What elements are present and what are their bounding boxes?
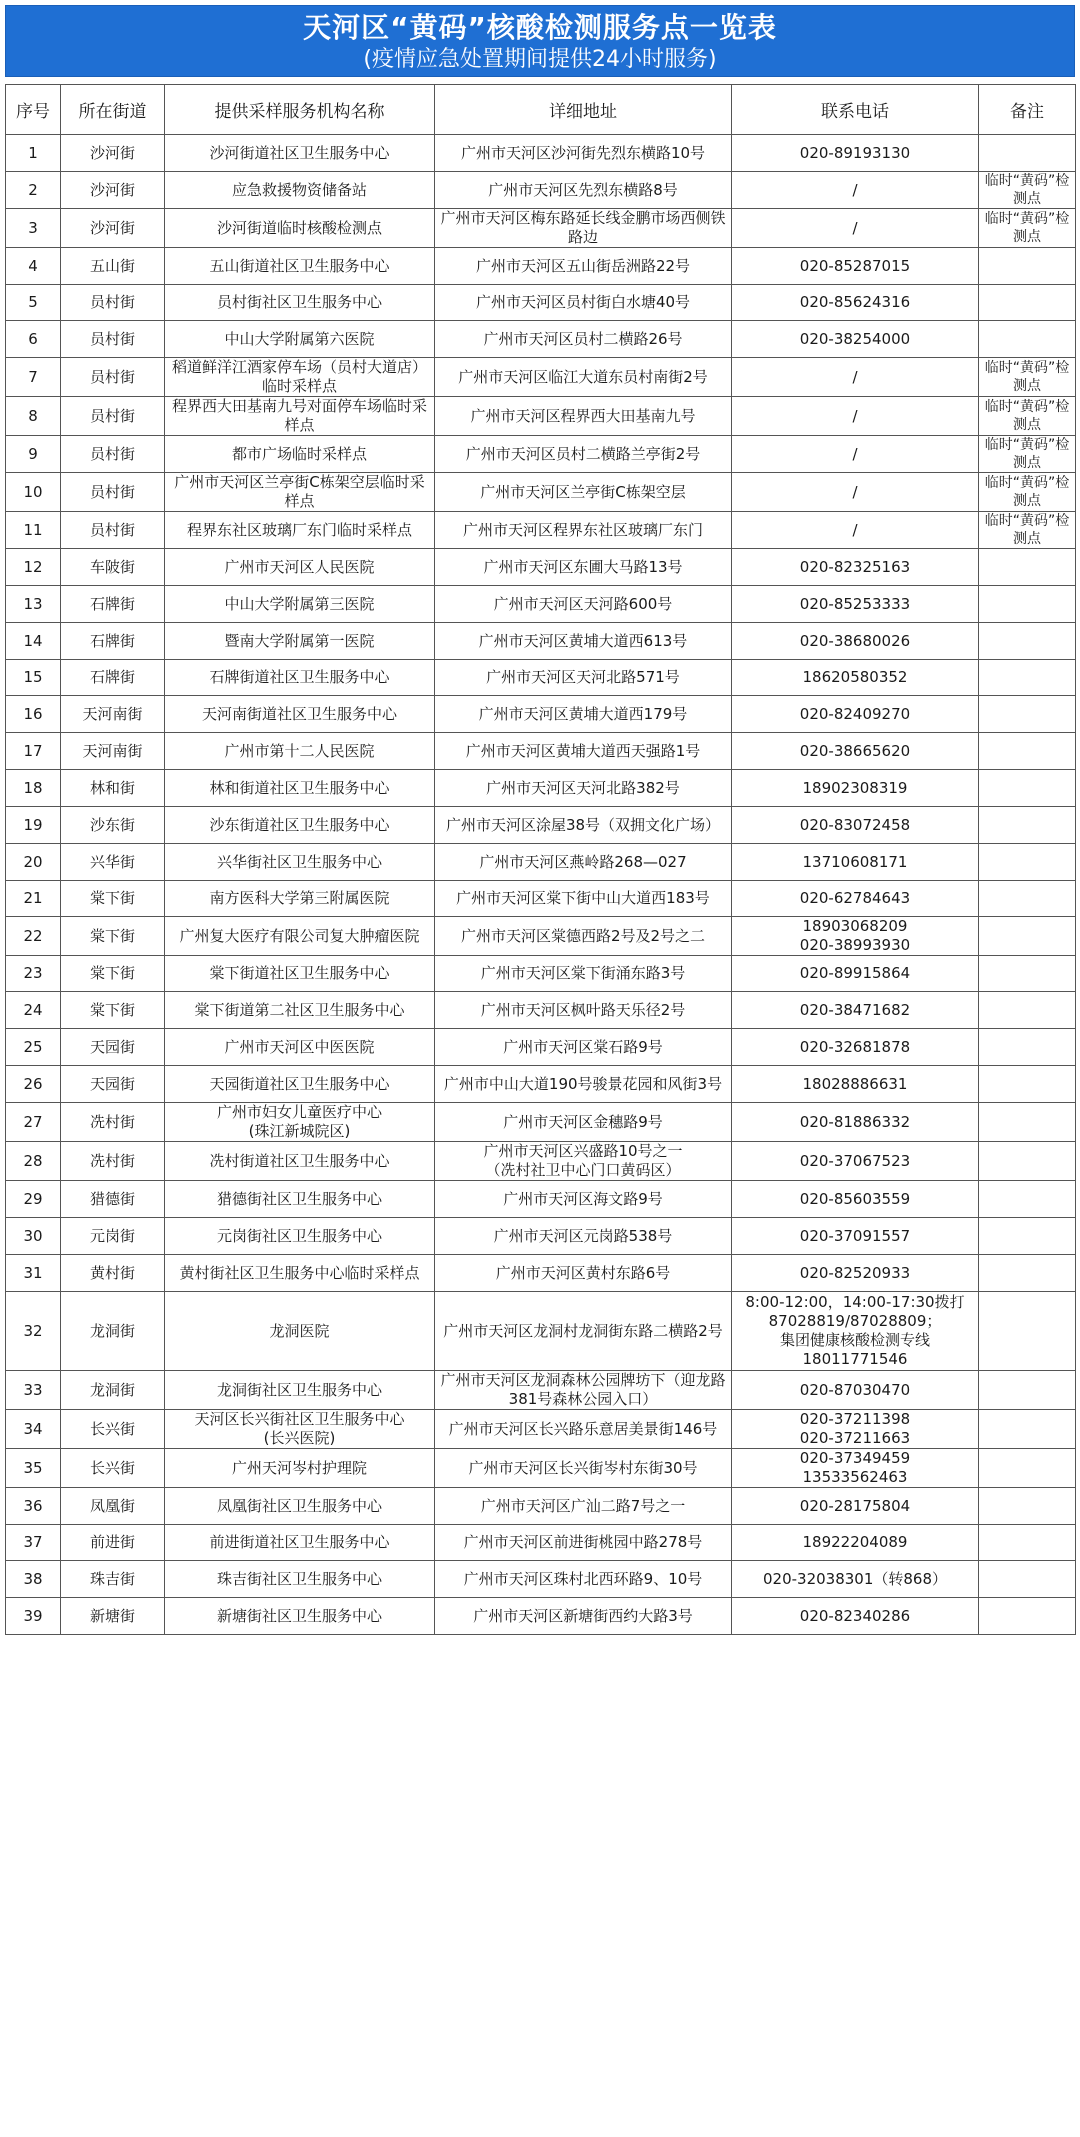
cell-street: 黄村街 [61,1255,165,1292]
table-row [6,1255,1076,1292]
cell-phone: 020-85624316 [732,285,979,321]
table-header-row [6,85,1076,135]
cell-address: 广州市天河区天河路600号 [435,586,732,623]
cell-address: 广州市中山大道190号骏景花园和风街3号 [435,1066,732,1103]
cell-address: 广州市天河区员村二横路兰亭街2号 [435,436,732,473]
table-row [6,321,1076,358]
cell-no: 9 [6,436,61,473]
cell-address: 广州市天河区龙洞村龙洞街东路二横路2号 [435,1292,732,1371]
cell-no: 3 [6,209,61,248]
cell-no: 17 [6,733,61,770]
cell-address: 广州市天河区兰亭街C栋架空层 [435,473,732,512]
table-row [6,660,1076,696]
cell-street: 员村街 [61,321,165,358]
column-header-address: 详细地址 [435,85,732,135]
cell-institution: 天河南街道社区卫生服务中心 [165,696,435,733]
cell-institution: 应急救援物资储备站 [165,172,435,209]
cell-note [979,660,1076,696]
cell-address: 广州市天河区沙河街先烈东横路10号 [435,135,732,172]
cell-phone: 020-28175804 [732,1488,979,1525]
cell-institution: 都市广场临时采样点 [165,436,435,473]
cell-phone: 020-32038301（转868） [732,1561,979,1598]
cell-no: 37 [6,1525,61,1561]
cell-note [979,285,1076,321]
cell-note [979,807,1076,844]
cell-note [979,1103,1076,1142]
cell-address: 广州市天河区新塘街西约大路3号 [435,1598,732,1635]
cell-institution: 林和街道社区卫生服务中心 [165,770,435,807]
cell-institution: 程界东社区玻璃厂东门临时采样点 [165,512,435,549]
cell-phone: / [732,473,979,512]
cell-no: 32 [6,1292,61,1371]
cell-note [979,992,1076,1029]
cell-address: 广州市天河区长兴路乐意居美景街146号 [435,1410,732,1449]
cell-street: 员村街 [61,512,165,549]
table-row [6,209,1076,248]
cell-address: 广州市天河区棠德西路2号及2号之二 [435,917,732,956]
table-row [6,1525,1076,1561]
cell-no: 21 [6,881,61,917]
cell-institution: 广州市第十二人民医院 [165,733,435,770]
cell-no: 30 [6,1218,61,1255]
cell-address: 广州市天河区临江大道东员村南街2号 [435,358,732,397]
cell-address: 广州市天河区员村街白水塘40号 [435,285,732,321]
table-row [6,586,1076,623]
cell-institution: 棠下街道第二社区卫生服务中心 [165,992,435,1029]
cell-note [979,1066,1076,1103]
table-row [6,844,1076,881]
cell-institution: 天园街道社区卫生服务中心 [165,1066,435,1103]
cell-institution: 员村街社区卫生服务中心 [165,285,435,321]
cell-phone: 020-37349459 13533562463 [732,1449,979,1488]
cell-address: 广州市天河区棠石路9号 [435,1029,732,1066]
column-header-note: 备注 [979,85,1076,135]
cell-phone: 020-82409270 [732,696,979,733]
cell-phone: 020-89193130 [732,135,979,172]
cell-phone: 020-83072458 [732,807,979,844]
table-row [6,1103,1076,1142]
cell-street: 天园街 [61,1029,165,1066]
table-row [6,917,1076,956]
cell-no: 12 [6,549,61,586]
cell-institution: 前进街道社区卫生服务中心 [165,1525,435,1561]
cell-street: 沙东街 [61,807,165,844]
cell-no: 18 [6,770,61,807]
table-row [6,1371,1076,1410]
table-row [6,549,1076,586]
cell-note: 临时“黄码”检测点 [979,512,1076,549]
page-subtitle: (疫情应急处置期间提供24小时服务) [363,47,717,72]
table-row [6,1561,1076,1598]
cell-institution: 沙河街道社区卫生服务中心 [165,135,435,172]
cell-address: 广州市天河区程界西大田基南九号 [435,397,732,436]
table-row [6,1410,1076,1449]
cell-note: 临时“黄码”检测点 [979,436,1076,473]
cell-institution: 广州市天河区中医医院 [165,1029,435,1066]
cell-no: 20 [6,844,61,881]
cell-institution: 龙洞医院 [165,1292,435,1371]
cell-address: 广州市天河区燕岭路268—027 [435,844,732,881]
cell-note [979,1142,1076,1181]
cell-institution: 程界西大田基南九号对面停车场临时采样点 [165,397,435,436]
table-row [6,733,1076,770]
cell-no: 23 [6,956,61,992]
cell-phone: 020-37091557 [732,1218,979,1255]
cell-no: 34 [6,1410,61,1449]
column-header-no: 序号 [6,85,61,135]
cell-institution: 龙洞街社区卫生服务中心 [165,1371,435,1410]
cell-institution: 兴华街社区卫生服务中心 [165,844,435,881]
cell-institution: 广州天河岑村护理院 [165,1449,435,1488]
cell-note [979,135,1076,172]
cell-institution: 中山大学附属第三医院 [165,586,435,623]
cell-street: 员村街 [61,473,165,512]
cell-no: 36 [6,1488,61,1525]
cell-street: 五山街 [61,248,165,285]
cell-street: 龙洞街 [61,1371,165,1410]
cell-street: 长兴街 [61,1449,165,1488]
cell-no: 15 [6,660,61,696]
cell-no: 26 [6,1066,61,1103]
service-points-table [5,84,1076,1635]
cell-no: 4 [6,248,61,285]
page-title: 天河区“黄码”核酸检测服务点一览表 [303,11,777,44]
table-row [6,1292,1076,1371]
cell-phone: 020-81886332 [732,1103,979,1142]
cell-note [979,770,1076,807]
table-body [6,135,1076,1635]
cell-institution: 天河区长兴街社区卫生服务中心 (长兴医院) [165,1410,435,1449]
cell-note [979,844,1076,881]
table-row [6,135,1076,172]
cell-note [979,956,1076,992]
cell-address: 广州市天河区员村二横路26号 [435,321,732,358]
cell-no: 22 [6,917,61,956]
cell-street: 棠下街 [61,881,165,917]
cell-note [979,586,1076,623]
cell-street: 前进街 [61,1525,165,1561]
cell-street: 棠下街 [61,992,165,1029]
table-row [6,881,1076,917]
cell-address: 广州市天河区东圃大马路13号 [435,549,732,586]
cell-no: 6 [6,321,61,358]
cell-note [979,1449,1076,1488]
cell-phone: / [732,172,979,209]
cell-no: 27 [6,1103,61,1142]
cell-institution: 南方医科大学第三附属医院 [165,881,435,917]
cell-street: 沙河街 [61,135,165,172]
cell-street: 员村街 [61,436,165,473]
cell-institution: 广州市妇女儿童医疗中心 (珠江新城院区) [165,1103,435,1142]
cell-address: 广州市天河区天河北路571号 [435,660,732,696]
cell-no: 11 [6,512,61,549]
cell-street: 元岗街 [61,1218,165,1255]
table-row [6,436,1076,473]
cell-institution: 元岗街社区卫生服务中心 [165,1218,435,1255]
cell-street: 龙洞街 [61,1292,165,1371]
cell-street: 冼村街 [61,1103,165,1142]
cell-street: 凤凰街 [61,1488,165,1525]
cell-phone: 020-37067523 [732,1142,979,1181]
cell-note [979,1561,1076,1598]
cell-phone: 020-87030470 [732,1371,979,1410]
cell-street: 棠下街 [61,917,165,956]
cell-phone: 18620580352 [732,660,979,696]
cell-note: 临时“黄码”检测点 [979,172,1076,209]
cell-institution: 广州市天河区兰亭街C栋架空层临时采样点 [165,473,435,512]
cell-no: 13 [6,586,61,623]
cell-address: 广州市天河区枫叶路天乐径2号 [435,992,732,1029]
cell-address: 广州市天河区前进街桃园中路278号 [435,1525,732,1561]
cell-phone: / [732,512,979,549]
cell-phone: / [732,436,979,473]
cell-no: 24 [6,992,61,1029]
cell-note: 临时“黄码”检测点 [979,397,1076,436]
table-row [6,473,1076,512]
cell-street: 棠下街 [61,956,165,992]
cell-note [979,623,1076,660]
cell-institution: 沙东街道社区卫生服务中心 [165,807,435,844]
cell-institution: 棠下街道社区卫生服务中心 [165,956,435,992]
cell-note [979,1181,1076,1218]
cell-note: 临时“黄码”检测点 [979,473,1076,512]
cell-institution: 凤凰街社区卫生服务中心 [165,1488,435,1525]
table-row [6,248,1076,285]
table-row [6,1029,1076,1066]
cell-street: 天河南街 [61,733,165,770]
cell-street: 石牌街 [61,623,165,660]
cell-note [979,1488,1076,1525]
table-row [6,1488,1076,1525]
cell-address: 广州市天河区程界东社区玻璃厂东门 [435,512,732,549]
cell-no: 38 [6,1561,61,1598]
cell-no: 10 [6,473,61,512]
cell-phone: 020-38680026 [732,623,979,660]
cell-street: 冼村街 [61,1142,165,1181]
cell-address: 广州市天河区棠下街涌东路3号 [435,956,732,992]
cell-phone: 020-38665620 [732,733,979,770]
cell-address: 广州市天河区涂屋38号（双拥文化广场） [435,807,732,844]
cell-institution: 猎德街社区卫生服务中心 [165,1181,435,1218]
cell-institution: 广州复大医疗有限公司复大肿瘤医院 [165,917,435,956]
title-banner [5,5,1075,77]
cell-street: 长兴街 [61,1410,165,1449]
cell-street: 员村街 [61,358,165,397]
cell-phone: 8:00-12:00，14:00-17:30拨打87028819/87028809； 集团健康核酸检测专线 18011771546 [732,1292,979,1371]
cell-address: 广州市天河区广汕二路7号之一 [435,1488,732,1525]
cell-note [979,917,1076,956]
cell-phone: 18028886631 [732,1066,979,1103]
table-row [6,1142,1076,1181]
cell-street: 珠吉街 [61,1561,165,1598]
cell-address: 广州市天河区棠下街中山大道西183号 [435,881,732,917]
cell-phone: 020-38254000 [732,321,979,358]
cell-no: 39 [6,1598,61,1635]
cell-phone: / [732,397,979,436]
cell-no: 31 [6,1255,61,1292]
table-row [6,285,1076,321]
cell-institution: 珠吉街社区卫生服务中心 [165,1561,435,1598]
cell-phone: 020-89915864 [732,956,979,992]
cell-note [979,733,1076,770]
cell-no: 25 [6,1029,61,1066]
cell-phone: / [732,358,979,397]
cell-address: 广州市天河区天河北路382号 [435,770,732,807]
cell-address: 广州市天河区五山街岳洲路22号 [435,248,732,285]
cell-no: 29 [6,1181,61,1218]
cell-street: 沙河街 [61,172,165,209]
cell-address: 广州市天河区黄埔大道西613号 [435,623,732,660]
table-row [6,696,1076,733]
table-row [6,992,1076,1029]
cell-street: 猎德街 [61,1181,165,1218]
table-row [6,1449,1076,1488]
table-row [6,358,1076,397]
cell-note [979,1410,1076,1449]
cell-phone: / [732,209,979,248]
table-row [6,1218,1076,1255]
cell-institution: 黄村街社区卫生服务中心临时采样点 [165,1255,435,1292]
table-row [6,807,1076,844]
cell-phone: 13710608171 [732,844,979,881]
cell-phone: 020-82340286 [732,1598,979,1635]
cell-street: 天园街 [61,1066,165,1103]
cell-phone: 020-62784643 [732,881,979,917]
cell-address: 广州市天河区金穗路9号 [435,1103,732,1142]
cell-note [979,321,1076,358]
cell-no: 19 [6,807,61,844]
cell-street: 新塘街 [61,1598,165,1635]
cell-note [979,248,1076,285]
cell-no: 2 [6,172,61,209]
cell-address: 广州市天河区龙洞森林公园牌坊下（迎龙路381号森林公园入口） [435,1371,732,1410]
cell-no: 8 [6,397,61,436]
table-row [6,512,1076,549]
cell-address: 广州市天河区黄村东路6号 [435,1255,732,1292]
cell-street: 沙河街 [61,209,165,248]
cell-note [979,1525,1076,1561]
column-header-institution: 提供采样服务机构名称 [165,85,435,135]
cell-note [979,1292,1076,1371]
cell-address: 广州市天河区梅东路延长线金鹏市场西侧铁路边 [435,209,732,248]
cell-street: 林和街 [61,770,165,807]
table-row [6,956,1076,992]
cell-note [979,1218,1076,1255]
cell-institution: 中山大学附属第六医院 [165,321,435,358]
cell-no: 1 [6,135,61,172]
cell-institution: 沙河街道临时核酸检测点 [165,209,435,248]
table-row [6,172,1076,209]
cell-no: 28 [6,1142,61,1181]
table-row [6,1181,1076,1218]
cell-note [979,549,1076,586]
cell-note [979,1598,1076,1635]
cell-address: 广州市天河区先烈东横路8号 [435,172,732,209]
cell-phone: 18902308319 [732,770,979,807]
cell-phone: 18903068209 020-38993930 [732,917,979,956]
cell-no: 33 [6,1371,61,1410]
cell-phone: 020-32681878 [732,1029,979,1066]
table-row [6,397,1076,436]
cell-institution: 暨南大学附属第一医院 [165,623,435,660]
cell-no: 7 [6,358,61,397]
cell-note [979,1029,1076,1066]
cell-note [979,1255,1076,1292]
cell-note: 临时“黄码”检测点 [979,358,1076,397]
cell-phone: 020-82325163 [732,549,979,586]
cell-address: 广州市天河区长兴街岑村东街30号 [435,1449,732,1488]
cell-phone: 020-85253333 [732,586,979,623]
cell-institution: 五山街道社区卫生服务中心 [165,248,435,285]
cell-street: 员村街 [61,285,165,321]
cell-address: 广州市天河区黄埔大道西179号 [435,696,732,733]
column-header-street: 所在街道 [61,85,165,135]
cell-institution: 稻道鲜洋江酒家停车场（员村大道店）临时采样点 [165,358,435,397]
cell-institution: 石牌街道社区卫生服务中心 [165,660,435,696]
cell-note: 临时“黄码”检测点 [979,209,1076,248]
cell-phone: 020-85603559 [732,1181,979,1218]
cell-street: 石牌街 [61,586,165,623]
cell-no: 14 [6,623,61,660]
table-row [6,623,1076,660]
table-row [6,1598,1076,1635]
cell-phone: 020-85287015 [732,248,979,285]
cell-no: 5 [6,285,61,321]
cell-institution: 广州市天河区人民医院 [165,549,435,586]
cell-street: 员村街 [61,397,165,436]
cell-phone: 020-38471682 [732,992,979,1029]
cell-note [979,881,1076,917]
cell-institution: 新塘街社区卫生服务中心 [165,1598,435,1635]
cell-street: 车陂街 [61,549,165,586]
cell-phone: 020-82520933 [732,1255,979,1292]
cell-institution: 冼村街道社区卫生服务中心 [165,1142,435,1181]
cell-phone: 18922204089 [732,1525,979,1561]
cell-address: 广州市天河区元岗路538号 [435,1218,732,1255]
cell-no: 35 [6,1449,61,1488]
cell-no: 16 [6,696,61,733]
cell-phone: 020-37211398 020-37211663 [732,1410,979,1449]
table-row [6,1066,1076,1103]
table-row [6,770,1076,807]
cell-address: 广州市天河区海文路9号 [435,1181,732,1218]
cell-address: 广州市天河区兴盛路10号之一 （冼村社卫中心门口黄码区） [435,1142,732,1181]
cell-street: 天河南街 [61,696,165,733]
cell-address: 广州市天河区珠村北西环路9、10号 [435,1561,732,1598]
cell-street: 石牌街 [61,660,165,696]
column-header-phone: 联系电话 [732,85,979,135]
cell-note [979,1371,1076,1410]
cell-street: 兴华街 [61,844,165,881]
cell-note [979,696,1076,733]
cell-address: 广州市天河区黄埔大道西天强路1号 [435,733,732,770]
